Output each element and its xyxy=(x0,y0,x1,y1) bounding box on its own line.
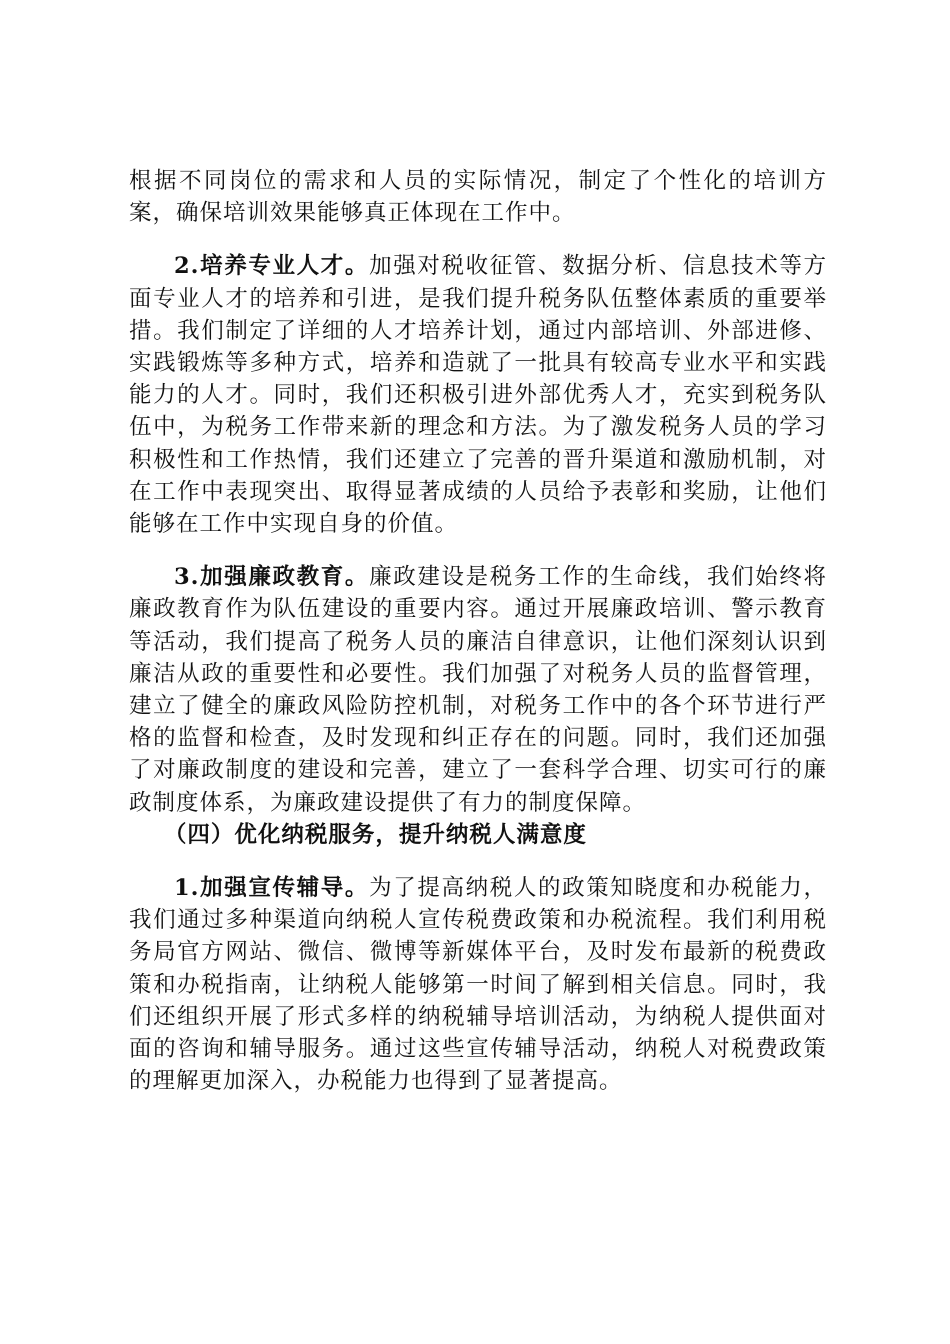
paragraph-lead-heading: 1.加强宣传辅导。 xyxy=(174,875,370,902)
paragraph-training-plan-continued xyxy=(129,165,827,229)
section-heading-text: （四）优化纳税服务，提升纳税人满意度 xyxy=(163,821,587,848)
paragraph-integrity-education xyxy=(129,561,827,819)
paragraph-text: 根据不同岗位的需求和人员的实际情况，制定了个性化的培训方案，确保培训效果能够真正体现在工作中。 xyxy=(129,168,827,227)
paragraph-text: 廉政建设是税务工作的生命线，我们始终将廉政教育作为队伍建设的重要内容。通过开展廉政培训、警示教育等活动，我们提高了税务人员的廉洁自律意识，让他们深刻认识到廉洁从政的重要性和必要性。我们加强了对税务人员的监督管理，建立了健全的廉政风险防控机制，对税务工作中的各个环节进行严格的监督和检查，及时发现和纠正存在的问题。同时，我们还加强了对廉政制度的建设和完善，建立了一套科学合理、切实可行的廉政制度体系，为廉政建设提供了有力的制度保障。 xyxy=(129,564,827,816)
section-heading-optimize-service xyxy=(129,819,827,851)
paragraph-lead-heading: 2.培养专业人才。 xyxy=(174,253,370,280)
paragraph-publicity-guidance xyxy=(129,872,827,1097)
paragraph-text: 加强对税收征管、数据分析、信息技术等方面专业人才的培养和引进，是我们提升税务队伍整体素质的重要举措。我们制定了详细的人才培养计划，通过内部培训、外部进修、实践锻炼等多种方式，培养和造就了一批具有较高专业水平和实践能力的人才。同时，我们还积极引进外部优秀人才，充实到税务队伍中，为税务工作带来新的理念和方法。为了激发税务人员的学习积极性和工作热情，我们还建立了完善的晋升渠道和激励机制，对在工作中表现突出、取得显著成绩的人员给予表彰和奖励，让他们能够在工作中实现自身的价值。 xyxy=(129,253,827,538)
paragraph-text: 为了提高纳税人的政策知晓度和办税能力，我们通过多种渠道向纳税人宣传税费政策和办税流程。我们利用税务局官方网站、微信、微博等新媒体平台，及时发布最新的税费政策和办税指南，让纳税人能够第一时间了解到相关信息。同时，我们还组织开展了形式多样的纳税辅导培训活动，为纳税人提供面对面的咨询和辅导服务。通过这些宣传辅导活动，纳税人对税费政策的理解更加深入，办税能力也得到了显著提高。 xyxy=(129,875,827,1095)
paragraph-lead-heading: 3.加强廉政教育。 xyxy=(174,564,370,591)
document-body xyxy=(129,165,827,1097)
paragraph-cultivate-talent xyxy=(129,250,827,540)
